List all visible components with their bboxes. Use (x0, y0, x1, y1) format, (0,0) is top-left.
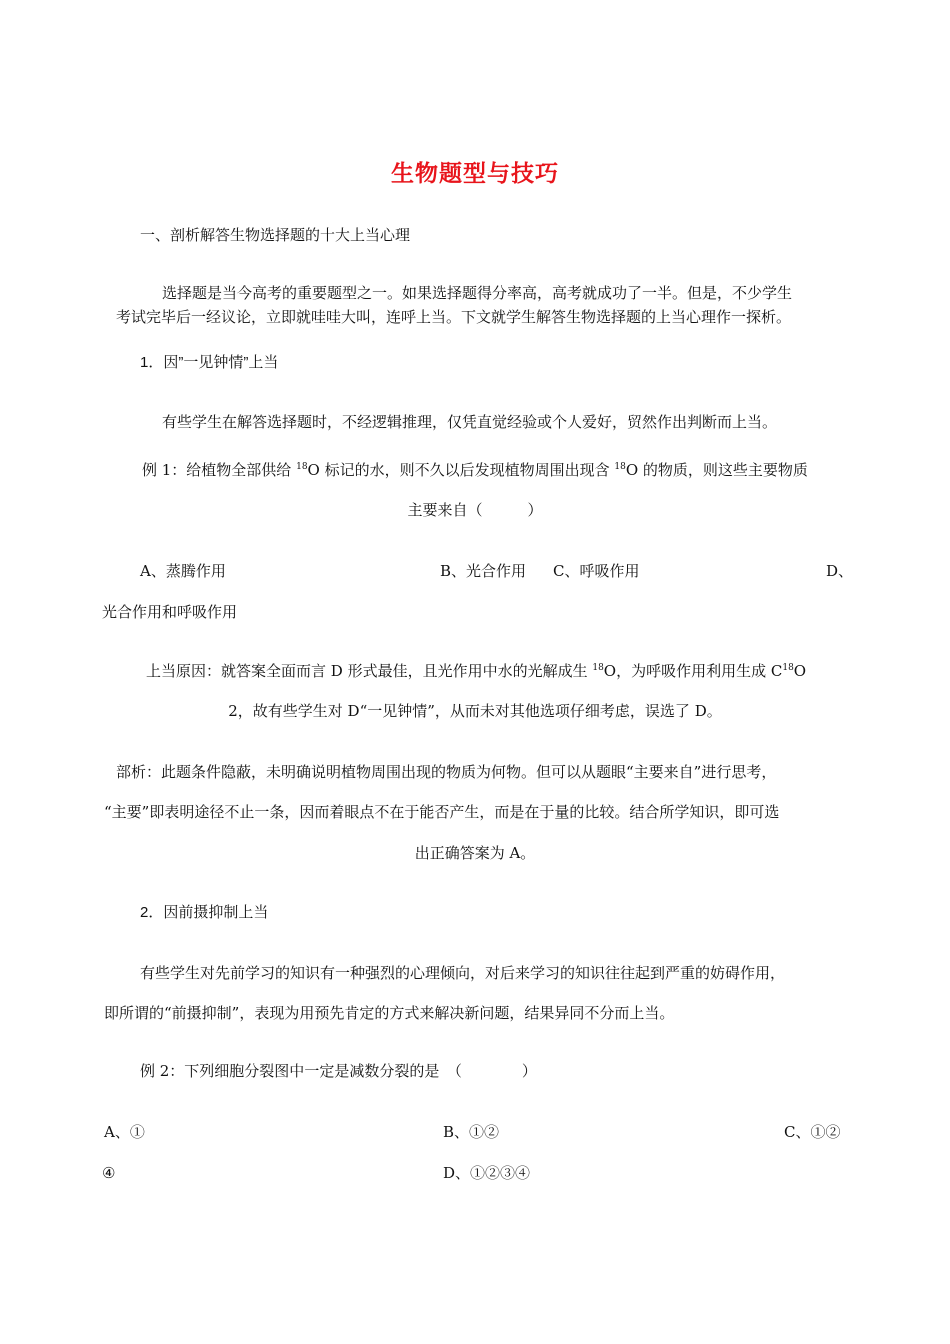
analysis-line: “主要”即表明途径不止一条，因而着眼点不在于能否产生，而是在于量的比较。结合所学知识，即可选 (104, 803, 780, 821)
example-text: 例 1：给植物全部供给 (142, 461, 297, 479)
isotope-superscript: 18 (296, 462, 308, 472)
item-heading: 2．因前摄抑制上当 (140, 904, 269, 921)
example-text: O 标记的水，则不久以后发现植物周围出现含 (307, 461, 615, 479)
analysis-line: 部析：此题条件隐蔽，未明确说明植物周围出现的物质为何物。但可以从题眼“主要来自”进行思考， (116, 763, 777, 781)
example-question-line: 主要来自（ ） (407, 501, 543, 519)
isotope-superscript: 18 (782, 663, 794, 673)
mistake-reason-line (146, 661, 806, 681)
isotope-superscript: 18 (592, 663, 604, 673)
reason-text: O，为呼吸作用利用生成 C (603, 662, 783, 680)
reason-text: O (793, 662, 807, 680)
option-c: C、呼吸作用 (553, 562, 640, 580)
example-text: O 的物质，则这些主要物质 (625, 461, 808, 479)
option-d-continued: 光合作用和呼吸作用 (102, 603, 238, 621)
reason-text: 上当原因：就答案全面而言 D 形式最佳，且光作用中水的光解成生 (146, 662, 593, 680)
isotope-superscript: 18 (614, 462, 626, 472)
option-a: A、① (104, 1123, 145, 1141)
example-question-line: 例 2：下列细胞分裂图中一定是减数分裂的是 （ ） (140, 1062, 537, 1080)
analysis-line: 出正确答案为 A。 (414, 844, 536, 862)
mistake-reason-line: 2，故有些学生对 D“一见钟情”，从而未对其他选项仔细考虑，误选了 D。 (228, 702, 722, 720)
item-description: 有些学生对先前学习的知识有一种强烈的心理倾向，对后来学习的知识往往起到严重的妨碍作用， (140, 964, 786, 982)
intro-paragraph-line: 选择题是当今高考的重要题型之一。如果选择题得分率高，高考就成功了一半。但是，不少学生 (162, 284, 793, 302)
item-heading: 1．因”一见钟情”上当 (140, 354, 279, 371)
option-c: C、①② (784, 1123, 841, 1141)
item-description: 即所谓的“前摄抑制”，表现为用预先肯定的方式来解决新问题，结果异同不分而上当。 (104, 1004, 675, 1022)
option-a: A、蒸腾作用 (140, 562, 226, 580)
option-c-continued: ④ (102, 1164, 116, 1182)
intro-paragraph-line: 考试完毕后一经议论，立即就哇哇大叫，连呼上当。下文就学生解答生物选择题的上当心理作一探析。 (116, 308, 792, 326)
option-d: D、①②③④ (443, 1164, 531, 1182)
option-b: B、光合作用 (440, 562, 527, 580)
section-heading: 一、剖析解答生物选择题的十大上当心理 (140, 226, 411, 244)
option-d: D、 (826, 562, 854, 580)
item-description: 有些学生在解答选择题时，不经逻辑推理，仅凭直觉经验或个人爱好，贸然作出判断而上当。 (162, 413, 778, 431)
document-title: 生物题型与技巧 (391, 161, 559, 187)
option-b: B、①② (443, 1123, 500, 1141)
example-question-line (142, 460, 808, 480)
